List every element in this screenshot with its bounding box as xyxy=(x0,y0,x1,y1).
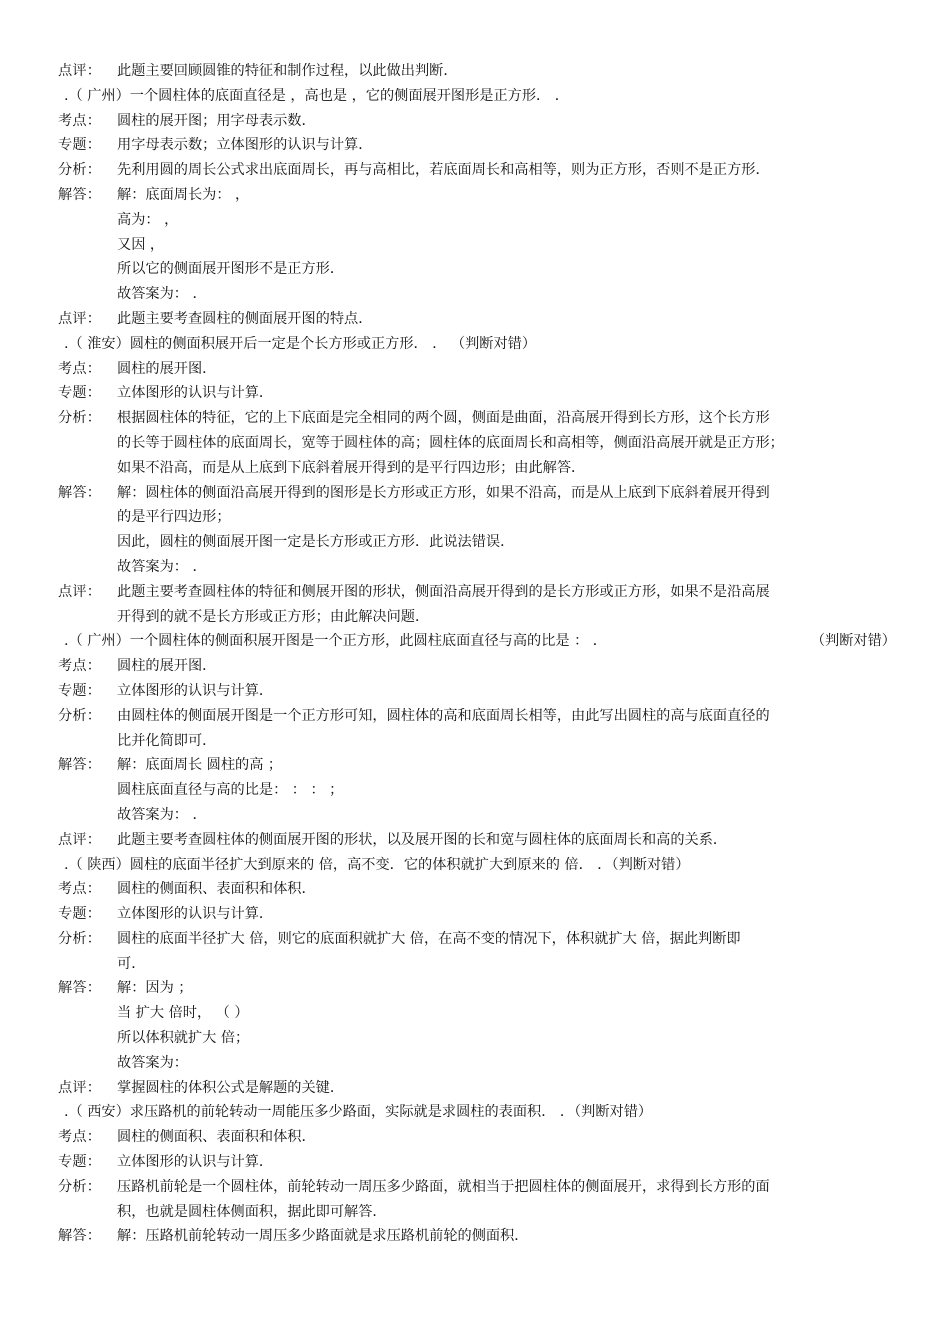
text-line xyxy=(0,456,950,481)
question-line xyxy=(0,629,950,654)
section-label: 分析： xyxy=(58,1178,102,1195)
text-line xyxy=(0,381,950,406)
text-line xyxy=(0,1224,950,1249)
section-text: 此题主要考查圆柱体的特征和侧展开图的形状，侧面沿高展开得到的是长方形或正方形，如果不是沿高展 xyxy=(117,583,770,600)
section-text: 可． xyxy=(117,955,146,972)
section-text: 故答案为： ． xyxy=(117,286,207,303)
section-text: 如果不沿高，而是从上底到下底斜着展开得到的是平行四边形；由此解答． xyxy=(117,459,586,476)
section-text: 所以它的侧面展开图形不是正方形． xyxy=(117,261,345,278)
section-label: 分析： xyxy=(58,707,102,724)
section-text: 此题主要考查圆柱的侧面展开图的特点． xyxy=(117,310,373,327)
text-line xyxy=(0,357,950,382)
text-line xyxy=(0,282,950,307)
section-text: 解：底面周长为： ， xyxy=(117,186,250,203)
section-label: 专题： xyxy=(58,137,102,154)
section-text: 解：因为 ； xyxy=(117,980,193,997)
section-text: 根据圆柱体的特征，它的上下底面是完全相同的两个圆，侧面是曲面，沿高展开得到长方形，这个长方形 xyxy=(117,410,770,427)
section-text: 高为： ， xyxy=(117,211,179,228)
text-line xyxy=(0,1001,950,1026)
section-text: 当 扩大 倍时， （ ） xyxy=(117,1005,249,1022)
text-line xyxy=(0,208,950,233)
section-label: 专题： xyxy=(58,1154,102,1171)
section-text: 又因 ， xyxy=(117,236,165,253)
section-label: 分析： xyxy=(58,930,102,947)
section-label: 分析： xyxy=(58,410,102,427)
question-text: .（ 广州）一个圆柱体的侧面积展开图是一个正方形，此圆柱底面直径与高的比是 ： ． xyxy=(64,633,607,650)
section-label: 点评： xyxy=(58,583,102,600)
text-line xyxy=(0,952,950,977)
section-text: 圆柱底面直径与高的比是： ： ： ； xyxy=(117,782,344,799)
section-text: 先利用圆的周长公式求出底面周长，再与高相比，若底面周长和高相等，则为正方形，否则不是正方形． xyxy=(117,162,770,179)
text-line xyxy=(0,133,950,158)
section-label: 专题： xyxy=(58,385,102,402)
section-label: 解答： xyxy=(58,186,102,203)
section-text: 积，也就是圆柱体侧面积，据此即可解答． xyxy=(117,1203,387,1220)
section-text: 立体图形的认识与计算． xyxy=(117,682,274,699)
text-line xyxy=(0,530,950,555)
section-text: 圆柱的展开图． xyxy=(117,658,217,675)
text-line xyxy=(0,431,950,456)
section-text: 所以体积就扩大 倍； xyxy=(117,1030,250,1047)
section-text: 解：圆柱体的侧面沿高展开得到的图形是长方形或正方形，如果不沿高，而是从上底到下底斜着展开得到 xyxy=(117,484,770,501)
section-label: 点评： xyxy=(58,310,102,327)
text-line xyxy=(0,778,950,803)
section-text: 解：底面周长 圆柱的高 ； xyxy=(117,757,283,774)
text-line xyxy=(0,902,950,927)
section-text: 圆柱的底面半径扩大 倍，则它的底面积就扩大 倍，在高不变的情况下，体积就扩大 倍，据此判断即 xyxy=(117,930,741,947)
judge-hint: （判断对错） xyxy=(810,633,896,650)
text-line xyxy=(0,654,950,679)
text-line xyxy=(0,481,950,506)
section-text: 用字母表示数；立体图形的认识与计算． xyxy=(117,137,373,154)
section-text: 立体图形的认识与计算． xyxy=(117,906,274,923)
text-line xyxy=(0,505,950,530)
text-line xyxy=(0,109,950,134)
text-line xyxy=(0,753,950,778)
text-line xyxy=(0,679,950,704)
section-text: 掌握圆柱的体积公式是解题的关键． xyxy=(117,1079,345,1096)
text-line xyxy=(0,59,950,84)
section-text: 圆柱的展开图． xyxy=(117,360,217,377)
question-text: .（ 西安）求压路机的前轮转动一周能压多少路面，实际就是求圆柱的表面积． ．（判断对错） xyxy=(64,1104,653,1121)
section-text: 故答案为： ． xyxy=(117,806,207,823)
section-text: 比并化简即可． xyxy=(117,732,217,749)
text-line xyxy=(0,729,950,754)
section-label: 点评： xyxy=(58,831,102,848)
section-label: 考点： xyxy=(58,1129,102,1146)
section-text: 圆柱的展开图；用字母表示数． xyxy=(117,112,316,129)
text-line xyxy=(0,1125,950,1150)
section-label: 分析： xyxy=(58,162,102,179)
section-text: 此题主要回顾圆锥的特征和制作过程，以此做出判断． xyxy=(117,63,458,79)
question-text: .（ 陕西）圆柱的底面半径扩大到原来的 倍，高不变．它的体积就扩大到原来的 倍． ．（判断对错） xyxy=(64,856,690,873)
section-label: 点评： xyxy=(58,1079,102,1096)
text-line xyxy=(0,1076,950,1101)
question-line xyxy=(0,1100,950,1125)
text-line xyxy=(0,580,950,605)
section-label: 解答： xyxy=(58,757,102,774)
question-line xyxy=(0,84,950,109)
section-text: 解：压路机前轮转动一周压多少路面就是求压路机前轮的侧面积． xyxy=(117,1228,529,1245)
text-line xyxy=(0,1051,950,1076)
section-label: 考点： xyxy=(58,112,102,129)
section-text: 压路机前轮是一个圆柱体，前轮转动一周压多少路面，就相当于把圆柱体的侧面展开，求得到长方形的面 xyxy=(117,1178,770,1195)
section-text: 圆柱的侧面积、表面积和体积． xyxy=(117,881,316,898)
text-line xyxy=(0,803,950,828)
text-line xyxy=(0,183,950,208)
text-line xyxy=(0,1175,950,1200)
question-text: .（ 广州）一个圆柱体的底面直径是 ，高也是 ，它的侧面展开图形是正方形． ． xyxy=(64,87,569,104)
section-label: 考点： xyxy=(58,360,102,377)
section-text: 的是平行四边形； xyxy=(117,509,231,526)
section-text: 故答案为： ． xyxy=(117,558,207,575)
section-text: 由圆柱体的侧面展开图是一个正方形可知，圆柱体的高和底面周长相等，由此写出圆柱的高与底面直径的 xyxy=(117,707,770,724)
section-label: 解答： xyxy=(58,484,102,501)
text-line xyxy=(0,555,950,580)
text-line xyxy=(0,1150,950,1175)
text-line xyxy=(0,257,950,282)
section-text: 的长等于圆柱体的底面周长，宽等于圆柱体的高；圆柱体的底面周长和高相等，侧面沿高展开就是正方形； xyxy=(117,434,784,451)
text-line xyxy=(0,158,950,183)
section-text: 立体图形的认识与计算． xyxy=(117,385,274,402)
document-body xyxy=(0,59,950,1249)
section-text: 开得到的就不是长方形或正方形；由此解决问题． xyxy=(117,608,430,625)
text-line xyxy=(0,927,950,952)
text-line xyxy=(0,828,950,853)
question-line xyxy=(0,853,950,878)
section-text: 圆柱的侧面积、表面积和体积． xyxy=(117,1129,316,1146)
text-line xyxy=(0,704,950,729)
section-text: 故答案为： xyxy=(117,1054,188,1071)
section-text: 因此，圆柱的侧面展开图一定是长方形或正方形．此说法错误． xyxy=(117,534,515,551)
section-text: 立体图形的认识与计算． xyxy=(117,1154,274,1171)
text-line xyxy=(0,1200,950,1225)
section-label: 点评： xyxy=(58,63,102,79)
text-line xyxy=(0,976,950,1001)
section-text: 此题主要考查圆柱体的侧面展开图的形状，以及展开图的长和宽与圆柱体的底面周长和高的关系． xyxy=(117,831,728,848)
section-label: 考点： xyxy=(58,658,102,675)
text-line xyxy=(0,233,950,258)
question-text: .（ 淮安）圆柱的侧面积展开后一定是个长方形或正方形． ． （判断对错） xyxy=(64,335,537,352)
section-label: 解答： xyxy=(58,1228,102,1245)
text-line xyxy=(0,877,950,902)
section-label: 专题： xyxy=(58,906,102,923)
section-label: 专题： xyxy=(58,682,102,699)
text-line xyxy=(0,406,950,431)
question-line xyxy=(0,332,950,357)
text-line xyxy=(0,307,950,332)
text-line xyxy=(0,605,950,630)
section-label: 解答： xyxy=(58,980,102,997)
text-line xyxy=(0,1026,950,1051)
section-label: 考点： xyxy=(58,881,102,898)
